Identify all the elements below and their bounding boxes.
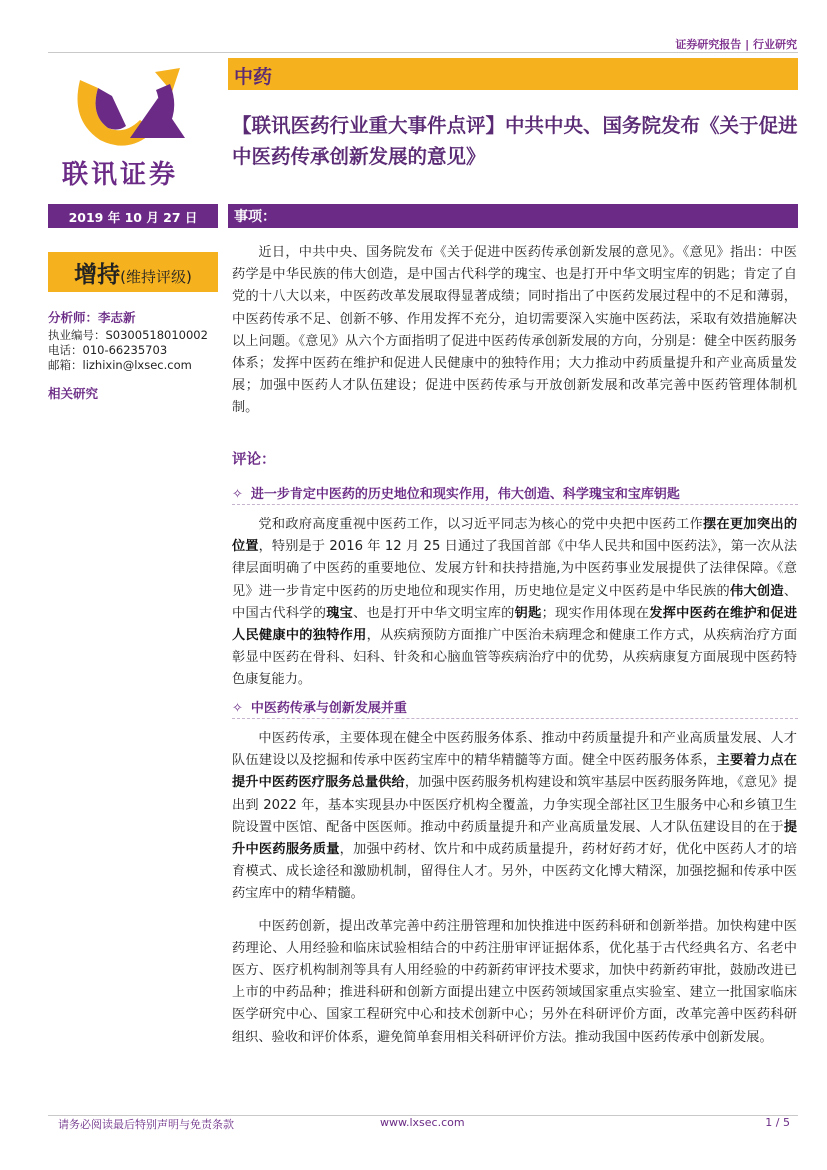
event-bar [228,204,798,228]
bold-run: 发挥中医药在维护和促进人民健康中的独特作用 [232,605,798,644]
bold-run: 伟大创造 [729,583,784,599]
diamond-bullet-icon: ✧ [232,701,243,716]
text-run: 、中国古代科学的 [232,583,798,621]
text-run: ，加强中药材、饮片和中成药质量提升，药材好药才好，优化中医药人才的培育模式、成长途径和激励机制，留得住人才。另外，中医药文化博大精深，加强挖掘和传承中医药宝库中的精华精髓。 [232,842,797,902]
rating [48,256,218,289]
bold-run: 提升中医药服务质量 [232,819,797,858]
text-run: ，加强中医药服务机构建设和筑牢基层中医药服务阵地，《意见》提出到 2022 年，基本实现县办中医医疗机构全覆盖，力争实现全部社区卫生服务中心和乡镇卫生院设置中医馆、配备中医医师。推动中药质量提升和产业高质量发展、人才队伍建设目的在于 [232,775,797,835]
event-paragraph: 近日，中共中央、国务院发布《关于促进中医药传承创新发展的意见》。《意见》指出：中医药学是中华民族的伟大创造，是中国古代科学的瑰宝、也是打开中华文明宝库的钥匙；肯定了自党的十八大以来，中医药改革发展取得显著成绩；同时指出了中医药发展过程中的不足和薄弱，中医药传承不足、创新不够、作用发挥不充分，迫切需要深入实施中医药法，采取有效措施解决以上问题。《意见》从六个方面指明了促进中医药传承创新发展的方向，分别是：健全中医药服务体系；发挥中医药在维护和促进人民健康中的独特作用；大力推动中药质量提升和产业高质量发展；加强中医药人才队伍建设；促进中医药传承与开放创新发展和改革完善中医药管理体制机制。 [232,245,797,416]
text-run: 党和政府高度重视中医药工作，以习近平同志为核心的党中央把中医药工作 [258,517,703,532]
related-research: 相关研究 [48,386,99,401]
brand-name: 联讯证券 [62,160,179,190]
top-divider [48,52,798,53]
subheading-1 [232,483,680,502]
bold-run: 摆在更加突出的位置 [232,517,798,555]
bold-run: 钥匙 [514,605,542,621]
footer-website[interactable]: www.lxsec.com [380,1116,465,1129]
event-heading: 事项： [234,209,276,225]
text-run: ，特别是于 2016 年 12 月 25 日通过了我国首部《中华人民共和国中医药法》，第一次从法律层面明确了中医药的重要地位、发展方针和扶持措施,为中医药事业发展提供了法律保障。《意见》进一步肯定中医药的历史地位和现实作用，历史地位是定义中医药是中华民族的 [232,539,798,599]
bold-run: 主要着力点在提升中医药医疗服务总量供给 [232,753,797,791]
subheading-2-text: 中医药传承与创新发展并重 [250,701,407,716]
footer-disclaimer[interactable]: 请务必阅读最后特别声明与免责条款 [58,1118,234,1131]
text-run: 、也是打开中华文明宝库的 [353,605,515,621]
comment-heading: 评论： [232,452,276,468]
page-number: 1 / 5 [765,1116,790,1129]
comment-paragraph-1 [232,514,797,692]
text-run: ；现实作用体现在 [541,605,650,621]
text-run: 中医药传承，主要体现在健全中医药服务体系、推动中药质量提升和产业高质量发展、人才队伍建设以及挖掘和传承中医药宝库中的精华精髓等方面。健全中医药服务体系， [232,731,797,769]
analyst-name: 分析师：李志新 [48,310,136,325]
comment-body-1 [232,514,797,692]
comment-paragraph-3: 中医药创新，提出改革完善中药注册管理和加快推进中医药科研和创新举措。加快构建中医药理论、人用经验和临床试验相结合的中药注册审评证据体系，优化基于古代经典名方、名老中医方、医疗机构制剂等具有人用经验的中药新药审评技术要求，加快中药新药审批，鼓励改进已上市的中药品种；推进科研和创新方面提出建立中医药领域国家重点实验室、建立一批国家临床医学研究中心、国家工程研究中心和技术创新中心；另外在科研评价方面，改革完善中医药科研组织、验收和评价体系，避免简单套用相关科研评价方法。推动我国中医药传承中创新发展。 [232,918,797,1045]
report-date: 2019 年 10 月 27 日 [68,210,198,225]
analyst-license: 执业编号：S0300518010002 [48,328,208,342]
comment-body-2 [232,728,797,1049]
rating-main: 增持 [74,262,121,288]
report-type: 证券研究报告 | 行业研究 [675,38,797,51]
analyst-phone: 电话：010-66235703 [48,343,168,357]
sector-label: 中药 [234,66,273,88]
rating-sub: (维持评级) [120,268,192,286]
sector-bar [228,58,798,90]
analyst-email[interactable]: 邮箱：lizhixin@lxsec.com [48,358,192,372]
subheading-2 [232,697,407,716]
event-body [232,242,797,420]
subheading-1-text: 进一步肯定中医药的历史地位和现实作用，伟大创造、科学瑰宝和宝库钥匙 [250,487,680,502]
diamond-bullet-icon: ✧ [232,487,243,502]
bold-run: 瑰宝 [326,605,354,621]
text-run: ，从疾病预防方面推广中医治未病理念和健康工作方式，从疾病治疗方面彰显中医药在骨科、妇科、针灸和心脑血管等疾病治疗中的优势，从疾病康复方面展现中医药特色康复能力。 [232,628,798,688]
comment-paragraph-2 [232,728,797,906]
report-title: 【联讯医药行业重大事件点评】中共中央、国务院发布《关于促进中医药传承创新发展的意见》 [232,114,798,168]
